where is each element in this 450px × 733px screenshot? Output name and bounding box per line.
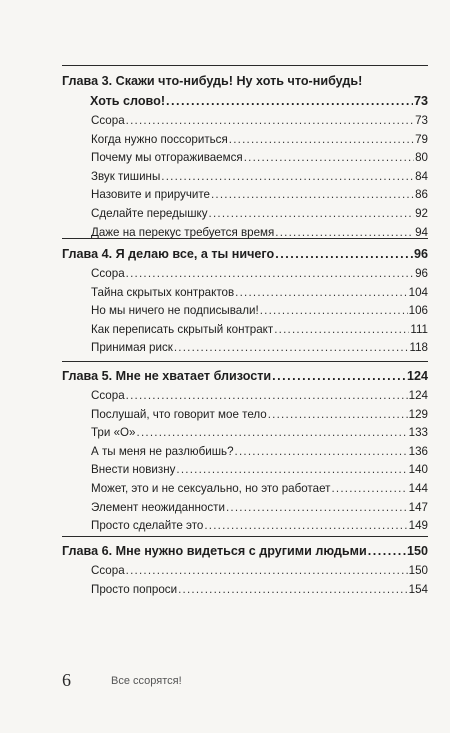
toc-entry-page: 154 <box>408 582 428 596</box>
toc-entry <box>91 517 428 536</box>
toc-entry <box>91 149 428 168</box>
toc-entry <box>91 131 428 150</box>
dot-leader <box>226 499 408 518</box>
toc-entry <box>91 265 428 284</box>
toc-entry <box>91 302 428 321</box>
toc-entry <box>91 284 428 303</box>
toc-entry-page: 129 <box>408 407 428 421</box>
dot-leader <box>176 461 407 480</box>
section-list <box>62 265 428 358</box>
toc-entry-page: 73 <box>415 114 428 127</box>
dot-leader <box>204 517 407 536</box>
dot-leader <box>275 224 414 243</box>
chapter-title-text: Глава 5. Мне не хватает близости <box>62 369 272 383</box>
toc-entry-page: 104 <box>408 285 428 299</box>
toc-entry-title: Просто попроси <box>91 582 178 596</box>
dot-leader <box>178 581 408 600</box>
dot-leader <box>166 91 413 111</box>
toc-entry-title: Ссора <box>91 267 125 280</box>
chapter-title-line2: Хоть слово! <box>90 94 166 108</box>
dot-leader <box>126 112 414 131</box>
dot-leader <box>331 480 407 499</box>
chapter-divider <box>62 238 428 239</box>
toc-entry <box>91 168 428 187</box>
toc-entry-title: Просто сделайте это <box>91 519 204 533</box>
toc-entry-page: 80 <box>415 151 428 165</box>
toc-entry <box>91 321 428 340</box>
dot-leader <box>229 131 414 150</box>
dot-leader <box>260 302 408 321</box>
chapter-5 <box>62 366 428 536</box>
toc-entry-page: 144 <box>408 481 428 495</box>
dot-leader <box>126 562 408 581</box>
toc-entry-page: 84 <box>415 169 428 183</box>
toc-entry-page: 92 <box>415 206 428 220</box>
toc-entry-title: Когда нужно поссориться <box>91 132 228 146</box>
toc-entry-title: Принимая риск <box>91 341 173 355</box>
toc-entry-title: Ссора <box>91 114 125 127</box>
toc-entry-title: Назовите и приручите <box>91 188 210 202</box>
toc-entry <box>91 339 428 358</box>
dot-leader <box>161 168 414 187</box>
toc-entry-page: 147 <box>408 500 428 514</box>
dot-leader <box>244 149 414 168</box>
dot-leader <box>209 205 415 224</box>
toc-entry-page: 86 <box>415 188 428 202</box>
chapter-3 <box>62 71 428 242</box>
toc-entry-page: 136 <box>408 444 428 458</box>
toc-entry <box>91 480 428 499</box>
toc-entry-page: 149 <box>408 519 428 533</box>
chapter-page: 96 <box>413 247 428 261</box>
chapter-title <box>62 71 428 111</box>
dot-leader <box>268 406 408 425</box>
toc-entry <box>91 424 428 443</box>
chapter-divider <box>62 361 428 362</box>
chapter-page: 124 <box>406 369 428 383</box>
toc-entry-title: Но мы ничего не подписывали! <box>91 304 259 318</box>
toc-entry-title: Сделайте передышку <box>91 206 208 220</box>
chapter-title-text: Глава 6. Мне нужно видеться с другими людьми <box>62 544 367 558</box>
running-title: Все ссорятся! <box>111 675 182 687</box>
chapter-6 <box>62 541 428 599</box>
toc-entry-page: 133 <box>408 426 428 440</box>
section-list <box>62 387 428 536</box>
dot-leader <box>368 541 406 561</box>
toc-entry-title: Элемент неожиданности <box>91 500 225 514</box>
toc-entry <box>91 581 428 600</box>
toc-entry-page: 106 <box>408 304 428 318</box>
toc-entry-title: Почему мы отгораживаемся <box>91 151 243 165</box>
page-number: 6 <box>62 670 71 690</box>
dot-leader <box>126 387 408 406</box>
toc-entry-page: 111 <box>410 322 428 336</box>
toc-entry-title: Тайна скрытых контрактов <box>91 285 235 299</box>
toc-entry <box>91 562 428 581</box>
dot-leader <box>137 424 408 443</box>
toc-entry <box>91 205 428 224</box>
dot-leader <box>275 244 413 264</box>
toc-entry <box>91 387 428 406</box>
dot-leader <box>272 366 406 386</box>
chapter-title-line1: Глава 3. Скажи что-нибудь! Ну хоть что-нибудь! <box>62 74 363 88</box>
chapter-page: 150 <box>406 544 428 558</box>
toc-entry <box>91 186 428 205</box>
dot-leader <box>274 321 409 340</box>
toc-entry-page: 96 <box>415 267 428 280</box>
chapter-page: 73 <box>413 94 428 108</box>
toc-entry-page: 79 <box>415 132 428 146</box>
toc-entry-title: Как переписать скрытый контракт <box>91 322 274 336</box>
chapter-title-text: Глава 4. Я делаю все, а ты ничего <box>62 247 275 261</box>
toc-entry-title: Звук тишины <box>91 169 161 183</box>
toc-entry <box>91 406 428 425</box>
toc-entry <box>91 224 428 243</box>
toc-entry <box>91 499 428 518</box>
toc-entry <box>91 461 428 480</box>
toc-entry-title: Даже на перекус требуется время <box>91 225 275 239</box>
toc-entry-page: 118 <box>409 341 428 355</box>
toc-entry-page: 124 <box>408 389 428 402</box>
chapter-4 <box>62 244 428 358</box>
toc-entry <box>91 443 428 462</box>
toc-entry-title: Ссора <box>91 389 125 402</box>
toc-entry <box>91 112 428 131</box>
toc-entry-title: Внести новизну <box>91 463 176 477</box>
chapter-title <box>62 244 428 264</box>
toc-entry-title: Ссора <box>91 564 125 577</box>
section-list <box>62 562 428 599</box>
chapter-title <box>62 366 428 386</box>
toc-entry-title: Может, это и не сексуально, но это работает <box>91 481 331 495</box>
toc-entry-page: 150 <box>408 564 428 577</box>
toc-entry-title: А ты меня не разлюбишь? <box>91 444 234 458</box>
dot-leader <box>235 284 408 303</box>
section-list <box>62 112 428 242</box>
toc-entry-title: Три «О» <box>91 426 136 440</box>
dot-leader <box>211 186 414 205</box>
toc-entry-page: 140 <box>408 463 428 477</box>
toc-entry-title: Послушай, что говорит мое тело <box>91 407 267 421</box>
chapter-divider <box>62 536 428 537</box>
chapter-divider <box>62 65 428 66</box>
chapter-title <box>62 541 428 561</box>
dot-leader <box>174 339 409 358</box>
dot-leader <box>126 265 414 284</box>
toc-entry-page: 94 <box>415 225 428 239</box>
dot-leader <box>235 443 408 462</box>
